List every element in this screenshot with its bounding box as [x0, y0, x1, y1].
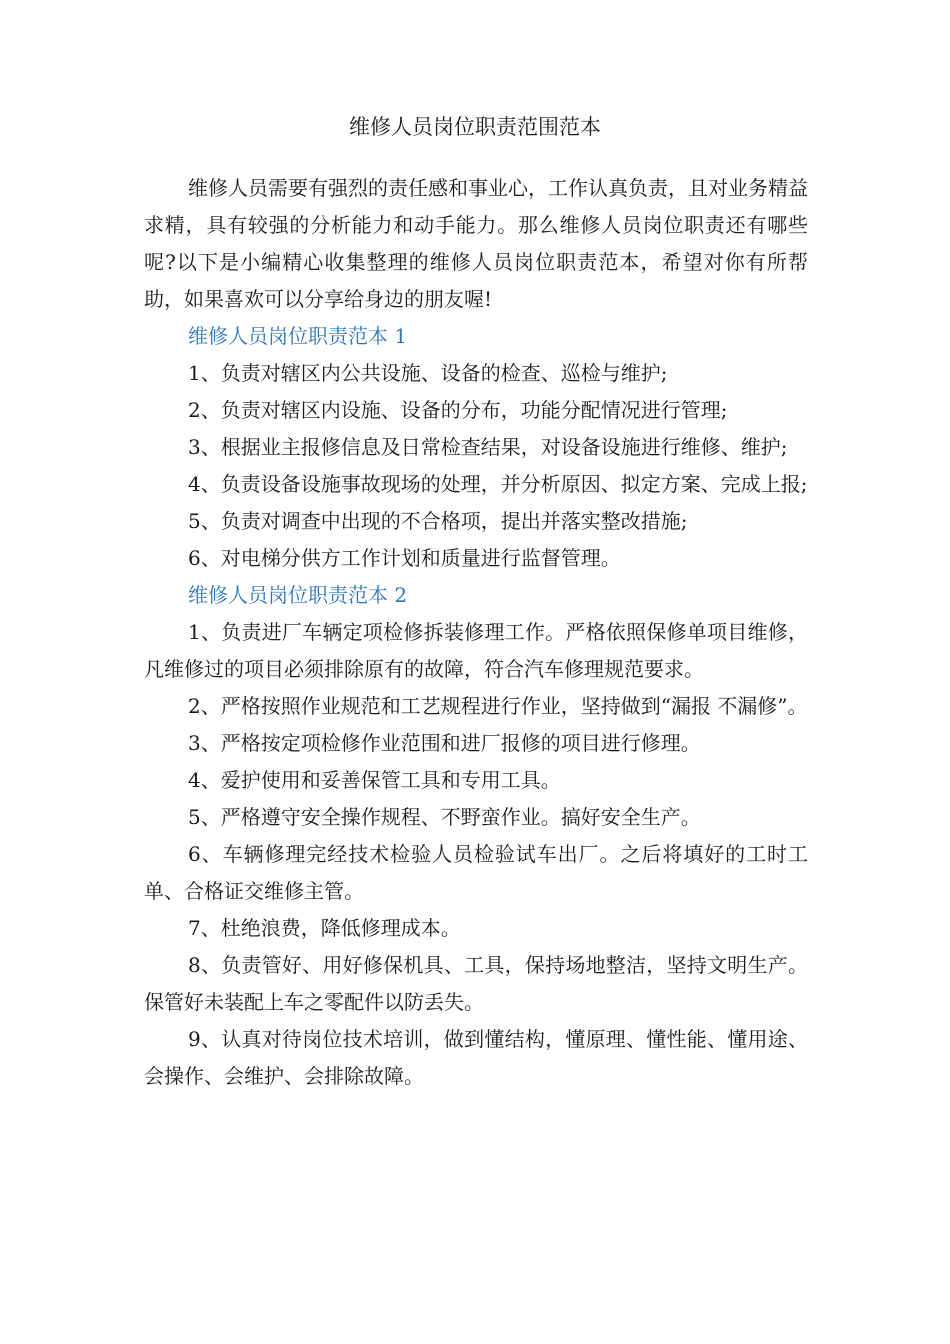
section-heading-1: 维修人员岗位职责范本 1: [188, 324, 408, 348]
list-item: 4、负责设备设施事故现场的处理，并分析原因、拟定方案、完成上报;: [188, 472, 808, 496]
document-title: 维修人员岗位职责范围范本: [349, 115, 601, 139]
list-item: 2、负责对辖区内设施、设备的分布，功能分配情况进行管理;: [188, 398, 728, 422]
list-item: 3、根据业主报修信息及日常检查结果，对设备设施进行维修、维护;: [188, 435, 788, 459]
document-body: [144, 170, 808, 1095]
list-item: 1、负责对辖区内公共设施、设备的检查、巡检与维护;: [188, 361, 668, 385]
list-item: 9、认真对待岗位技术培训，做到懂结构，懂原理、懂性能、懂用途、会操作、会维护、会排除故障。: [144, 1027, 808, 1088]
list-item: 8、负责管好、用好修保机具、工具，保持场地整洁，坚持文明生产。保管好未装配上车之零配件以防丢失。: [144, 953, 808, 1014]
list-item: 6、车辆修理完经技术检验人员检验试车出厂。之后将填好的工时工单、合格证交维修主管。: [144, 842, 808, 903]
list-item: 7、杜绝浪费，降低修理成本。: [188, 916, 461, 940]
intro-paragraph: 维修人员需要有强烈的责任感和事业心，工作认真负责，且对业务精益求精，具有较强的分析能力和动手能力。那么维修人员岗位职责还有哪些呢?以下是小编精心收集整理的维修人员岗位职责范本，希望对你有所帮助，如果喜欢可以分享给身边的朋友喔!: [144, 176, 808, 311]
list-item: 5、负责对调查中出现的不合格项，提出并落实整改措施;: [188, 509, 688, 533]
list-item: 3、严格按定项检修作业范围和进厂报修的项目进行修理。: [188, 731, 701, 755]
list-item: 2、严格按照作业规范和工艺规程进行作业，坚持做到“漏报 不漏修”。: [188, 694, 808, 718]
list-item: 4、爱护使用和妥善保管工具和专用工具。: [188, 768, 561, 792]
list-item: 5、严格遵守安全操作规程、不野蛮作业。搞好安全生产。: [188, 805, 701, 829]
list-item: 1、负责进厂车辆定项检修拆装修理工作。严格依照保修单项目维修，凡维修过的项目必须排除原有的故障，符合汽车修理规范要求。: [144, 620, 808, 681]
section-heading-2: 维修人员岗位职责范本 2: [188, 583, 408, 607]
list-item: 6、对电梯分供方工作计划和质量进行监督管理。: [188, 546, 621, 570]
